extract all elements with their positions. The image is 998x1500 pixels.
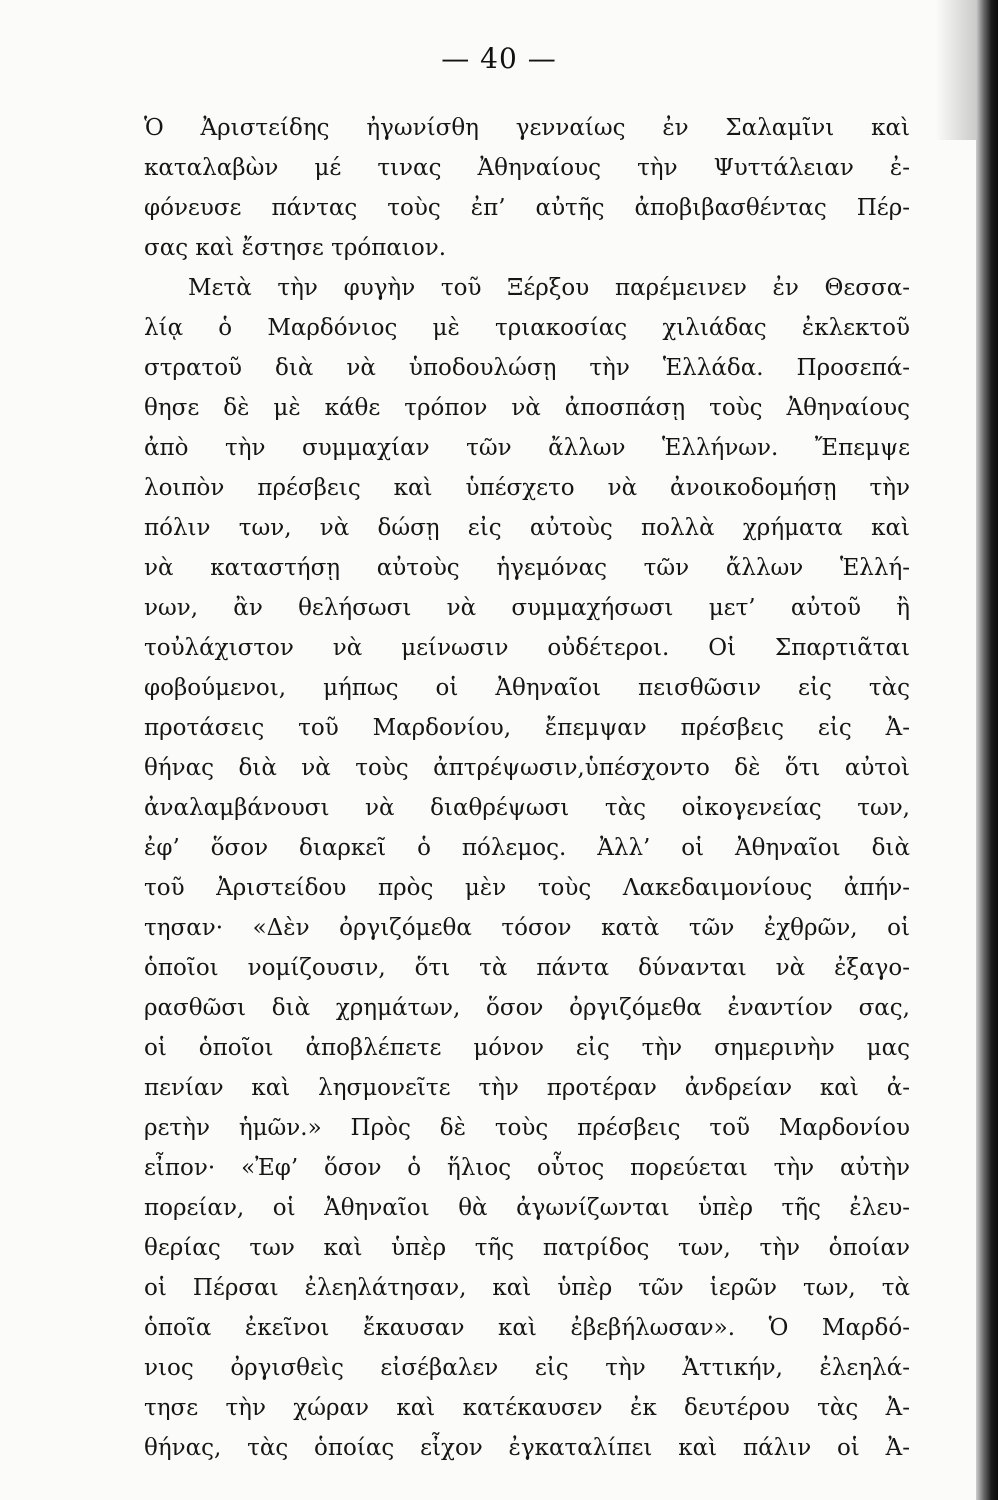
text-line: θησε δὲ μὲ κάθε τρόπον νὰ ἀποσπάσῃ τοὺς Ἀθηναίους (144, 395, 910, 421)
text-line: τοὐλάχιστον νὰ μείνωσιν οὐδέτεροι. Οἱ Σπαρτιᾶται (144, 635, 910, 661)
text-line: λίᾳ ὁ Μαρδόνιος μὲ τριακοσίας χιλιάδας ἐκλεκτοῦ (144, 315, 910, 341)
text-line: οἱ ὁποῖοι ἀποβλέπετε μόνον εἰς τὴν σημερινὴν μας (144, 1035, 910, 1061)
page-number: — 40 — (441, 42, 557, 75)
text-line: πορείαν, οἱ Ἀθηναῖοι θὰ ἀγωνίζωνται ὑπὲρ τῆς ἐλευ- (144, 1195, 910, 1221)
text-line: ἐφ’ ὅσον διαρκεῖ ὁ πόλεμος. Ἀλλ’ οἱ Ἀθηναῖοι διὰ (144, 835, 910, 861)
text-line: οἱ Πέρσαι ἐλεηλάτησαν, καὶ ὑπὲρ τῶν ἱερῶν των, τὰ (144, 1275, 910, 1301)
text-line: ρασθῶσι διὰ χρημάτων, ὅσον ὀργιζόμεθα ἐναντίον σας, (144, 995, 910, 1021)
text-line: Ὁ Ἀριστείδης ἠγωνίσθη γενναίως ἐν Σαλαμῖνι καὶ (144, 115, 910, 141)
text-line: ὁποῖα ἐκεῖνοι ἔκαυσαν καὶ ἐβεβήλωσαν». Ὁ Μαρδό- (144, 1315, 910, 1341)
text-line: πόλιν των, νὰ δώσῃ εἰς αὐτοὺς πολλὰ χρήματα καὶ (144, 515, 910, 541)
text-line: στρατοῦ διὰ νὰ ὑποδουλώσῃ τὴν Ἑλλάδα. Προσεπά- (144, 355, 910, 381)
text-line: λοιπὸν πρέσβεις καὶ ὑπέσχετο νὰ ἀνοικοδομήσῃ τὴν (144, 475, 910, 501)
text-line: νιος ὀργισθεὶς εἰσέβαλεν εἰς τὴν Ἀττικήν, ἐλεηλά- (144, 1355, 910, 1381)
text-line: τησε τὴν χώραν καὶ κατέκαυσεν ἐκ δευτέρου τὰς Ἀ- (144, 1395, 910, 1421)
page-edge (976, 0, 998, 1500)
text-line: φόνευσε πάντας τοὺς ἐπ’ αὐτῆς ἀποβιβασθέντας Πέρ- (144, 195, 910, 221)
text-line: προτάσεις τοῦ Μαρδονίου, ἔπεμψαν πρέσβεις εἰς Ἀ- (144, 715, 910, 741)
text-line: εἶπον· «Ἐφ’ ὅσον ὁ ἥλιος οὗτος πορεύεται τὴν αὐτὴν (144, 1155, 910, 1181)
text-line: τησαν· «Δὲν ὀργιζόμεθα τόσον κατὰ τῶν ἐχθρῶν, οἱ (144, 915, 910, 941)
text-line: φοβούμενοι, μήπως οἱ Ἀθηναῖοι πεισθῶσιν εἰς τὰς (144, 675, 910, 701)
text-line: ἀναλαμβάνουσι νὰ διαθρέψωσι τὰς οἰκογενείας των, (144, 795, 910, 821)
text-line: θερίας των καὶ ὑπὲρ τῆς πατρίδος των, τὴν ὁποίαν (144, 1235, 910, 1261)
text-line: τοῦ Ἀριστείδου πρὸς μὲν τοὺς Λακεδαιμονίους ἀπήν- (144, 875, 910, 901)
text-line: ρετὴν ἡμῶν.» Πρὸς δὲ τοὺς πρέσβεις τοῦ Μαρδονίου (144, 1115, 910, 1141)
text-line: καταλαβὼν μέ τινας Ἀθηναίους τὴν Ψυττάλειαν ἐ- (144, 155, 910, 181)
text-line: νὰ καταστήσῃ αὐτοὺς ἡγεμόνας τῶν ἄλλων Ἑλλή- (144, 555, 910, 581)
text-line: ἀπὸ τὴν συμμαχίαν τῶν ἄλλων Ἑλλήνων. Ἔπεμψε (144, 435, 910, 461)
text-line: θήνας, τὰς ὁποίας εἶχον ἐγκαταλίπει καὶ πάλιν οἱ Ἀ- (144, 1435, 910, 1461)
text-line: νων, ἂν θελήσωσι νὰ συμμαχήσωσι μετ’ αὐτοῦ ἢ (144, 595, 910, 621)
text-line: Μετὰ τὴν φυγὴν τοῦ Ξέρξου παρέμεινεν ἐν Θεσσα- (188, 275, 910, 301)
text-line: θήνας διὰ νὰ τοὺς ἀπτρέψωσιν,ὑπέσχοντο δὲ ὅτι αὐτοὶ (144, 755, 910, 781)
text-line: σας καὶ ἔστησε τρόπαιον. (144, 235, 447, 261)
text-line: πενίαν καὶ λησμονεῖτε τὴν προτέραν ἀνδρείαν καὶ ἀ- (144, 1075, 910, 1101)
body-text (144, 108, 910, 1468)
text-line: ὁποῖοι νομίζουσιν, ὅτι τὰ πάντα δύνανται νὰ ἐξαγο- (144, 955, 910, 981)
